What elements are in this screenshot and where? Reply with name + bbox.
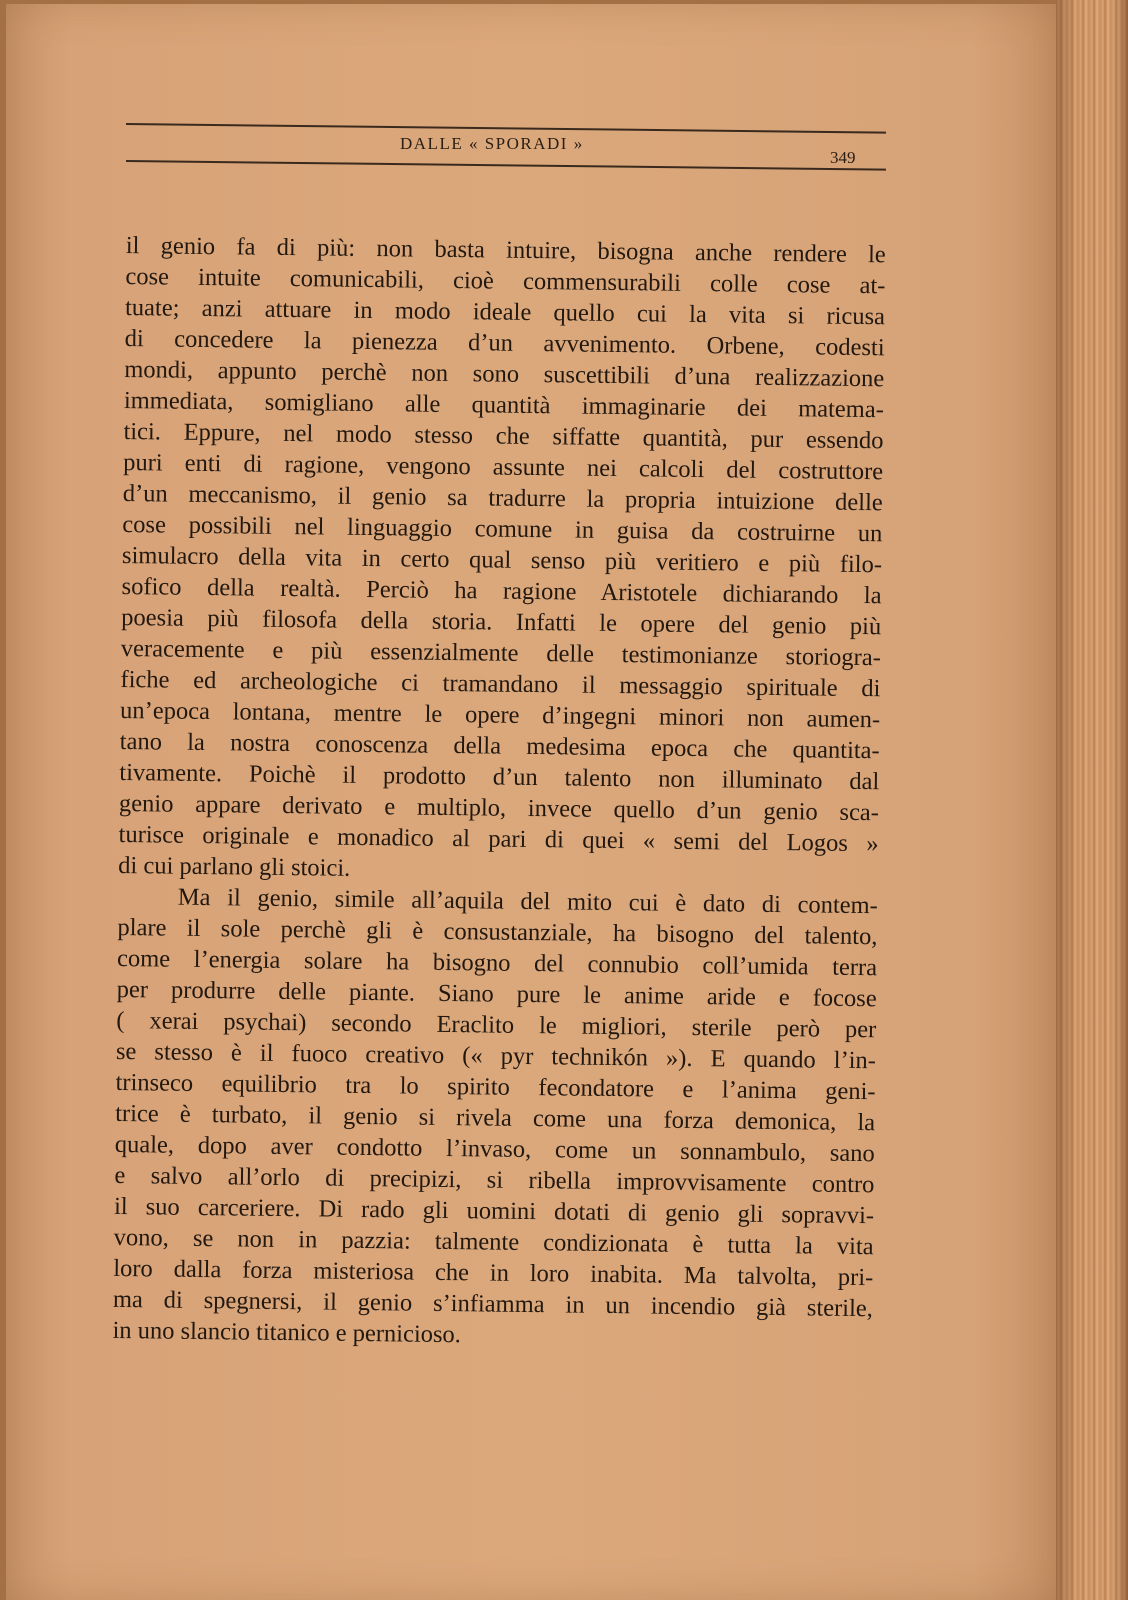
text-line: sofico della realtà. Perciò ha ragione Aristotele dichiarando la (121, 572, 882, 610)
text-line: ( xerai psychai) secondo Eraclito le migliori, sterile però per (116, 1006, 877, 1044)
text-line: tivamente. Poichè il prodotto d’un talento non illuminato dal (119, 758, 880, 796)
text-line: veracemente e più essenzialmente delle testimonianze storiogra- (120, 634, 881, 672)
text-line: loro dalla forza misteriosa che in loro inabita. Ma talvolta, pri- (113, 1254, 874, 1292)
text-line: vono, se non in pazzia: talmente condizionata è tutta la vita (113, 1223, 874, 1261)
text-line: simulacro della vita in certo qual senso più veritiero e più filo- (121, 541, 883, 579)
text-line: mondi, appunto perchè non sono suscettibili d’una realizzazione (124, 355, 885, 393)
text-line: un’epoca lontana, mentre le opere d’ingegni minori non aumen- (119, 696, 881, 734)
text-line: in uno slancio titanico e pernicioso. (112, 1316, 462, 1349)
text-line: tano la nostra conoscenza della medesima epoca che quantita- (119, 727, 880, 765)
text-line: trice è turbato, il genio si rivela come una forza demonica, la (115, 1099, 876, 1137)
text-line: per produrre delle piante. Siano pure le anime aride e focose (116, 975, 877, 1013)
text-line: fiche ed archeologiche ci tramandano il messaggio spirituale di (120, 665, 881, 703)
body-text (112, 230, 886, 1355)
page-edges (1056, 0, 1128, 1600)
text-line: poesia più filosofa della storia. Infatti le opere del genio più (121, 603, 882, 641)
text-line: puri enti di ragione, vengono assunte nei calcoli del costruttore (122, 448, 884, 486)
text-line: tuate; anzi attuare in modo ideale quello cui la vita si ricusa (124, 293, 886, 331)
text-line: turisce originale e monadico al pari di quei « semi del Logos » (118, 820, 879, 858)
text-line: il genio fa di più: non basta intuire, bisogna anche rendere le (125, 231, 886, 269)
text-line: cose possibili nel linguaggio comune in guisa da costruirne un (122, 510, 883, 548)
text-line: tici. Eppure, nel modo stesso che siffatte quantità, pur essendo (123, 417, 884, 455)
text-line: trinseco equilibrio tra lo spirito fecondatore e l’anima geni- (115, 1068, 876, 1106)
text-line: genio appare derivato e multiplo, invece quello d’un genio sca- (118, 789, 880, 827)
text-line: cose intuite comunicabili, cioè commensurabili colle cose at- (125, 262, 886, 300)
text-line: immediata, somigliano alle quantità immaginarie dei matema- (123, 386, 885, 424)
text-line: il suo carceriere. Di rado gli uomini dotati di genio gli sopravvi- (113, 1192, 875, 1230)
text-line: e salvo all’orlo di precipizi, si ribella improvvisamente contro (114, 1161, 875, 1199)
text-line: di concedere la pienezza d’un avvenimento. Orbene, codesti (124, 324, 885, 362)
paragraph-2 (112, 881, 878, 1355)
paragraph-1 (118, 230, 886, 890)
text-line: se stesso è il fuoco creativo (« pyr technikón »). E quando l’in- (115, 1037, 877, 1075)
text-line: come l’energia solare ha bisogno del connubio coll’umida terra (116, 944, 878, 982)
text-line: quale, dopo aver condotto l’invaso, come un sonnambulo, sano (114, 1130, 875, 1168)
text-line: d’un meccanismo, il genio sa tradurre la propria intuizione delle (122, 479, 883, 517)
text-line: di cui parlano gli stoici. (118, 851, 351, 882)
text-line: plare il sole perchè gli è consustanziale, ha bisogno del talento, (117, 913, 878, 951)
text-line: Ma il genio, simile all’aquila del mito cui è dato di contem- (177, 883, 878, 920)
running-title: DALLE « SPORADI » (400, 134, 584, 153)
text-line: ma di spegnersi, il genio s’infiamma in un incendio già sterile, (112, 1285, 874, 1323)
page-number: 349 (830, 148, 856, 167)
